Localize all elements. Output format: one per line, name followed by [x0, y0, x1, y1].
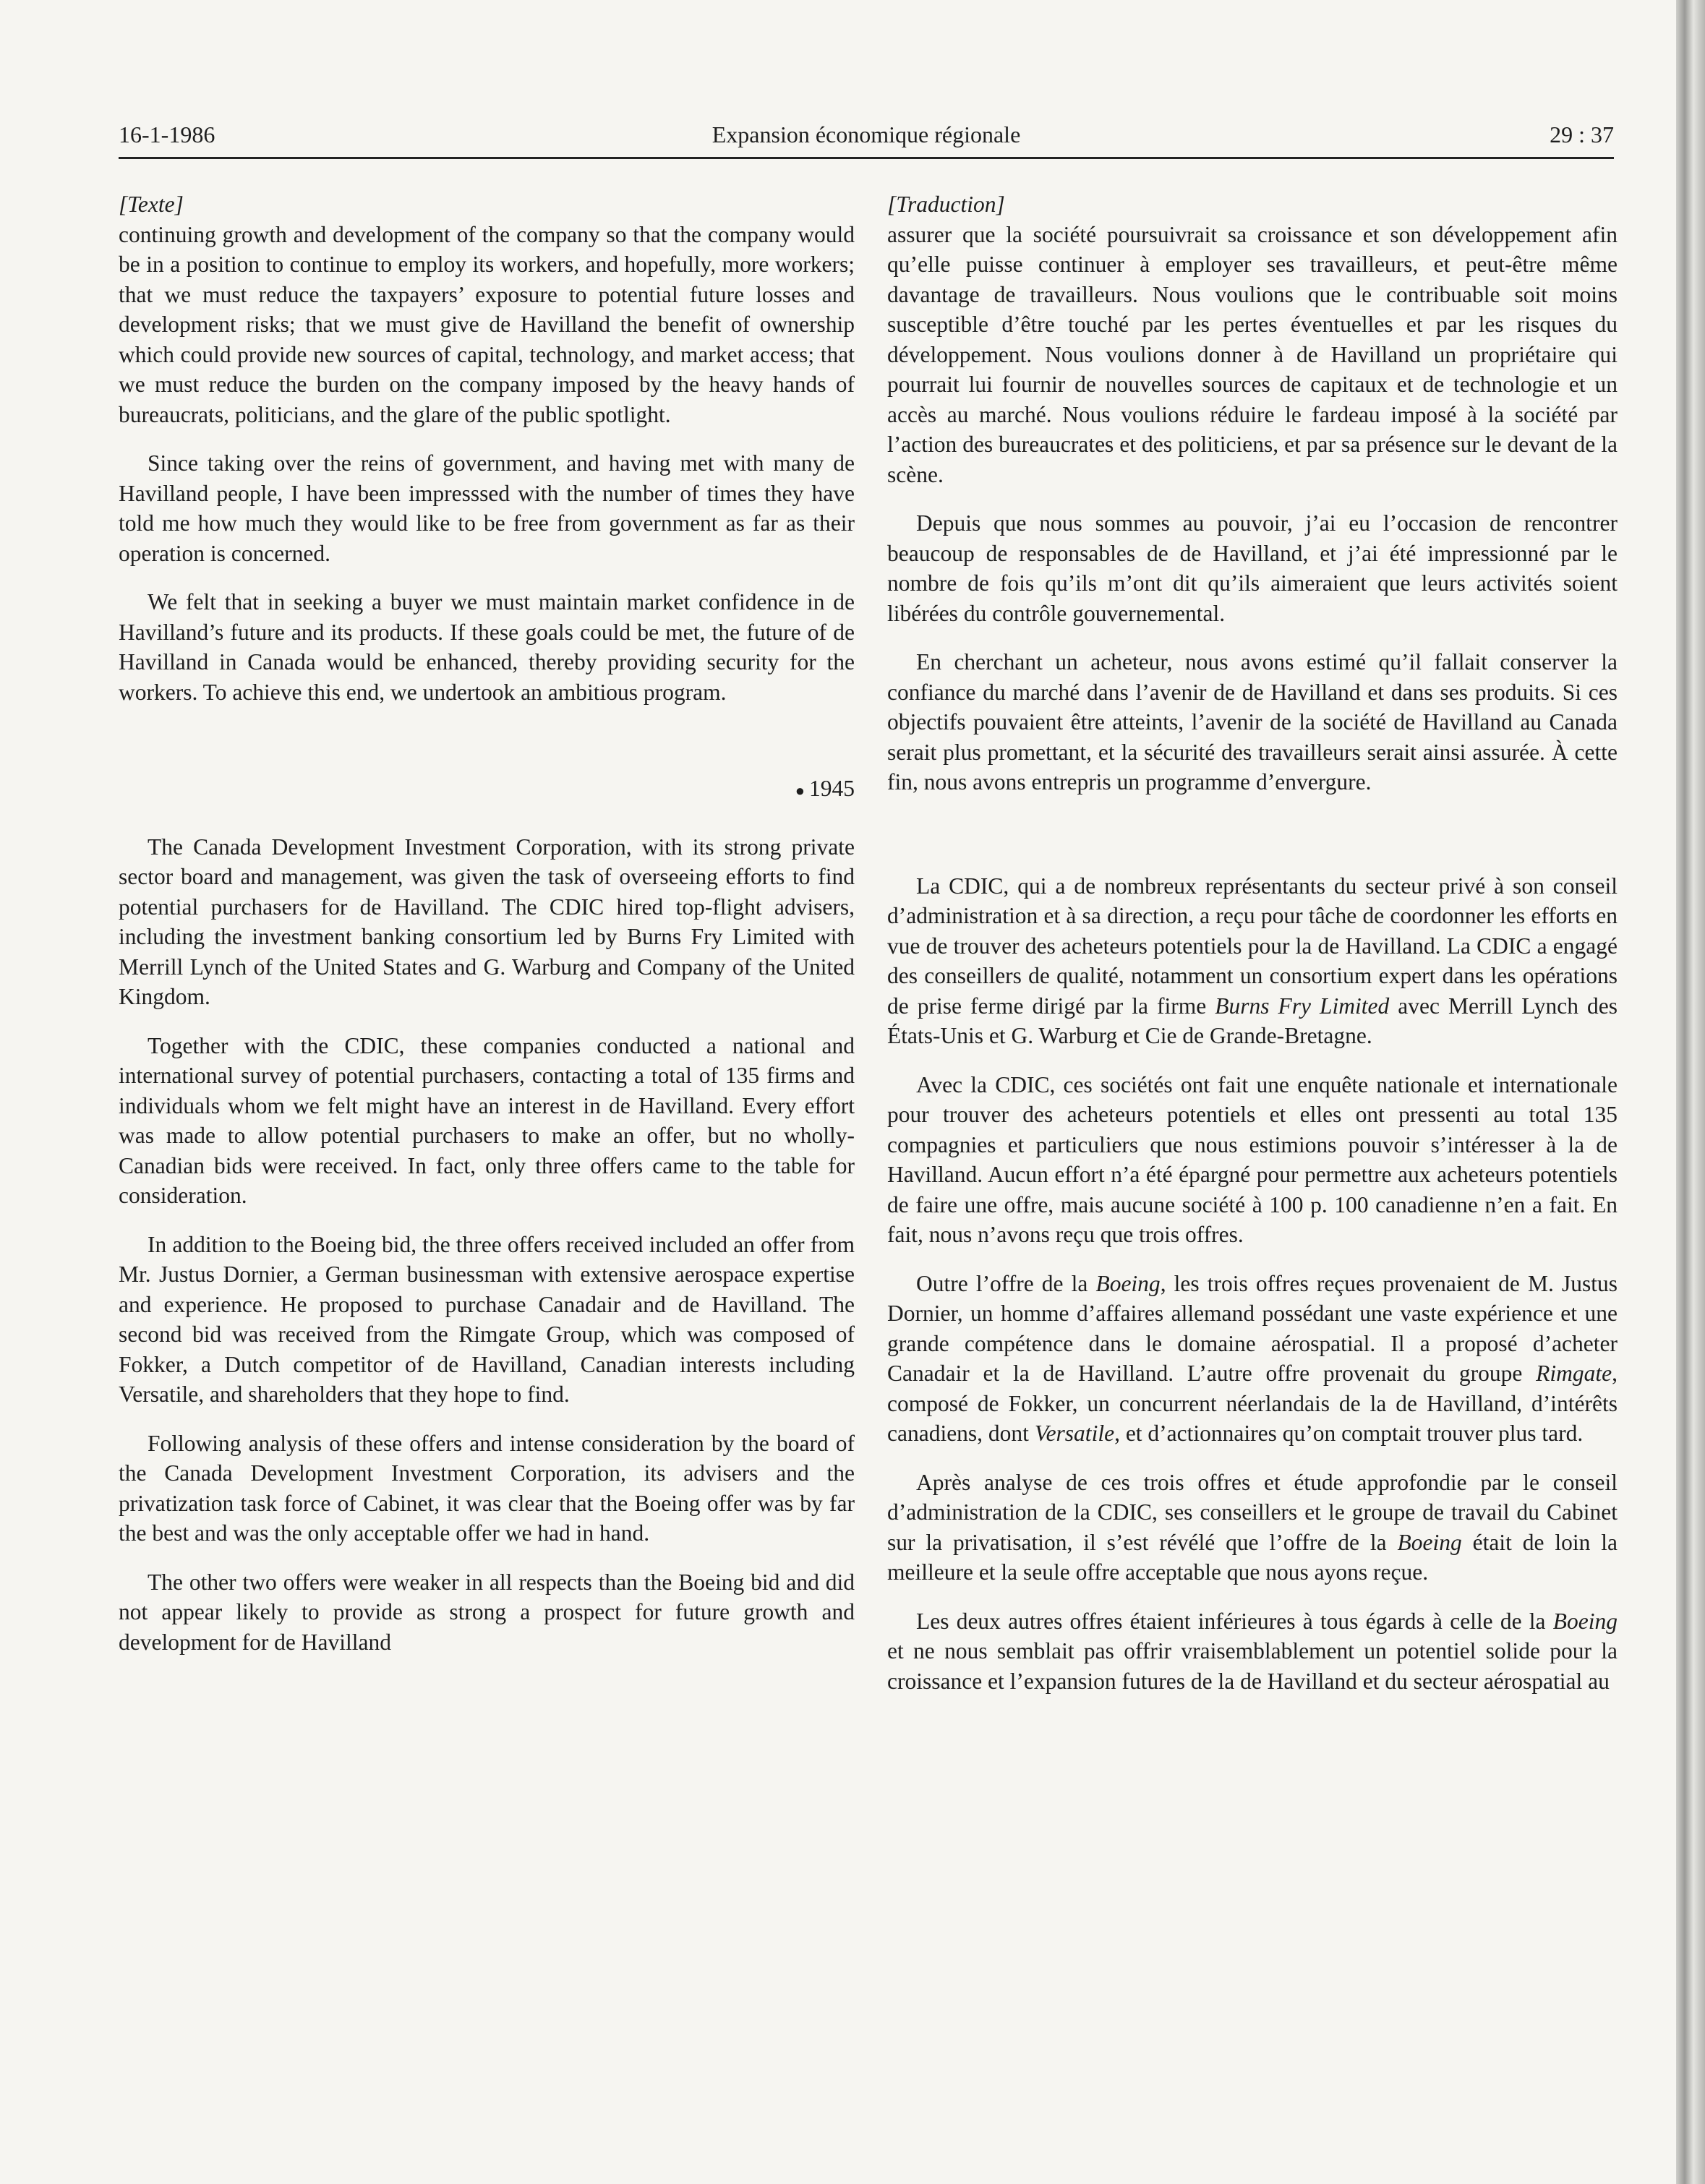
paragraph: The other two offers were weaker in all respects than the Boeing bid and did not appear likely to provide as strong a prospect for future growth and development for de Havilland	[119, 1569, 855, 1655]
paragraph: continuing growth and development of the company so that the company would be in a position to continue to employ its workers, and hopefully, more workers; that we must reduce the taxpayers’ exposure to potential future losses and development risks; that we must give de Havilland the benefit of ownership which could provide new sources of capital, technology, and market access; that we must reduce the burden on the company imposed by the heavy hands of bureaucrats, politicians, and the glare of the public spotlight.	[119, 221, 855, 427]
language-label-texte: [Texte]	[119, 192, 184, 217]
book-page-edge	[1676, 0, 1705, 2184]
header-page-number: 29 : 37	[1550, 121, 1614, 147]
paragraph: In addition to the Boeing bid, the three offers received included an offer from Mr. Justus Dornier, a German businessman with extensive aerospace expertise and experience. He proposed to purchase Canadair and de Havilland. The second bid was received from the Rimgate Group, which was composed of Fokker, a Dutch competitor of de Havilland, Canadian interests including Versatile, and shareholders that they hope to find.	[119, 1231, 855, 1408]
paragraph: Following analysis of these offers and intense consideration by the board of the Canada Development Investment Corporation, its advisers and the privatization task force of Cabinet, it was clear that the Boeing offer was by far the best and was the only acceptable offer we had in hand.	[119, 1430, 855, 1546]
french-column	[887, 189, 1618, 1715]
language-label-traduction: [Traduction]	[887, 192, 1005, 217]
header-title: Expansion économique régionale	[712, 121, 1021, 147]
paragraph: En cherchant un acheteur, nous avons estimé qu’il fallait conserver la confiance du marché dans l’avenir de de Havilland et dans ses produits. Si ces objectifs pouvaient être atteints, l’avenir de la société de Havilland au Canada serait plus promettant, et la sécurité des travailleurs serait ainsi assurée. À cette fin, nous avons entrepris un programme d’envergure.	[887, 649, 1618, 795]
time-marker: ● 1945	[795, 776, 855, 801]
paragraph: Avec la CDIC, ces sociétés ont fait une enquête nationale et internationale pour trouver des acheteurs potentiels et elles ont pressenti au total 135 compagnies et particuliers que nous estimions pouvoir s’intéresser à la de Havilland. Aucun effort n’a été épargné pour permettre aux acheteurs potentiels de faire une offre, mais aucune société à 100 p. 100 canadienne n’en a fait. En fait, nous n’avons reçu que trois offres.	[887, 1071, 1618, 1247]
bullet-icon: ●	[795, 781, 805, 800]
page-header	[119, 116, 1614, 159]
paragraph: The Canada Development Investment Corporation, with its strong private sector board and management, was given the task of overseeing efforts to find potential purchasers for de Havilland. The CDIC hired top-flight advisers, including the investment banking consortium led by Burns Fry Limited with Merrill Lynch of the United States and G. Warburg and Company of the United Kingdom.	[119, 834, 855, 1010]
paragraph: assurer que la société poursuivrait sa croissance et son développement afin qu’elle puisse continuer à employer ses travailleurs, et peut-être même davantage de travailleurs. Nous voulions que le contribuable soit moins susceptible d’être touché par les pertes éventuelles et par les risques du développement. Nous voulions donner à de Havilland un propriétaire qui pourrait lui fournir de nouvelles sources de capitaux et de technologie et un accès au marché. Nous voulions réduire le fardeau imposé à la société par l’action des bureaucrates et des politiciens, et par sa présence sur le devant de la scène.	[887, 221, 1618, 487]
paragraph: Après analyse de ces trois offres et étude approfondie par le conseil d’administration de la CDIC, ses conseillers et le groupe de travail du Cabinet sur la privatisation, il s’est révélé que l’offre de la Boeing était de loin la meilleure et la seule offre acceptable que nous ayons reçue.	[887, 1469, 1618, 1585]
header-date: 16-1-1986	[119, 121, 215, 147]
paragraph: We felt that in seeking a buyer we must maintain market confidence in de Havilland’s future and its products. If these goals could be met, the future of de Havilland in Canada would be enhanced, thereby providing security for the workers. To achieve this end, we undertook an ambitious program.	[119, 589, 855, 705]
english-column	[119, 189, 855, 1676]
column-gap	[887, 816, 1618, 871]
paragraph: Together with the CDIC, these companies conducted a national and international survey of potential purchasers, contacting a total of 135 firms and individuals whom we felt might have an interest in de Havilland. Every effort was made to allow potential purchasers to make an offer, but no wholly-Canadian bids were received. In fact, only three offers came to the table for consideration.	[119, 1032, 855, 1209]
paragraph: Since taking over the reins of government, and having met with many de Havilland people, I have been impresssed with the number of times they have told me how much they would like to be free from government as far as their operation is concerned.	[119, 450, 855, 566]
paragraph: Outre l’offre de la Boeing, les trois offres reçues provenaient de M. Justus Dornier, un homme d’affaires allemand possédant une vaste expérience et une grande compétence dans le domaine aérospatial. Il a proposé d’acheter Canadair et la de Havilland. L’autre offre provenait du groupe Rimgate, composé de Fokker, un concurrent néerlandais de la de Havilland, d’intérêts canadiens, dont Versatile, et d’actionnaires qu’on comptait trouver plus tard.	[887, 1270, 1618, 1446]
paragraph: Les deux autres offres étaient inférieures à tous égards à celle de la Boeing et ne nous semblait pas offrir vraisemblablement un potentiel solide pour la croissance et l’expansion futures de la de Havilland et du secteur aérospatial au	[887, 1608, 1618, 1694]
paragraph: La CDIC, qui a de nombreux représentants du secteur privé à son conseil d’administration et à sa direction, a reçu pour tâche de coordonner les efforts en vue de trouver des acheteurs potentiels pour la de Havilland. La CDIC a engagé des conseillers de qualité, notamment un consortium expert dans les opérations de prise ferme dirigé par la firme Burns Fry Limited avec Merrill Lynch des États-Unis et G. Warburg et Cie de Grande-Bretagne.	[887, 873, 1618, 1048]
paragraph: Depuis que nous sommes au pouvoir, j’ai eu l’occasion de rencontrer beaucoup de responsables de de Havilland, et j’ai été impressionné par le nombre de fois qu’ils m’ont dit qu’ils aimeraient que leurs activités soient libérées du contrôle gouvernemental.	[887, 510, 1618, 626]
header-rule	[119, 157, 1614, 159]
